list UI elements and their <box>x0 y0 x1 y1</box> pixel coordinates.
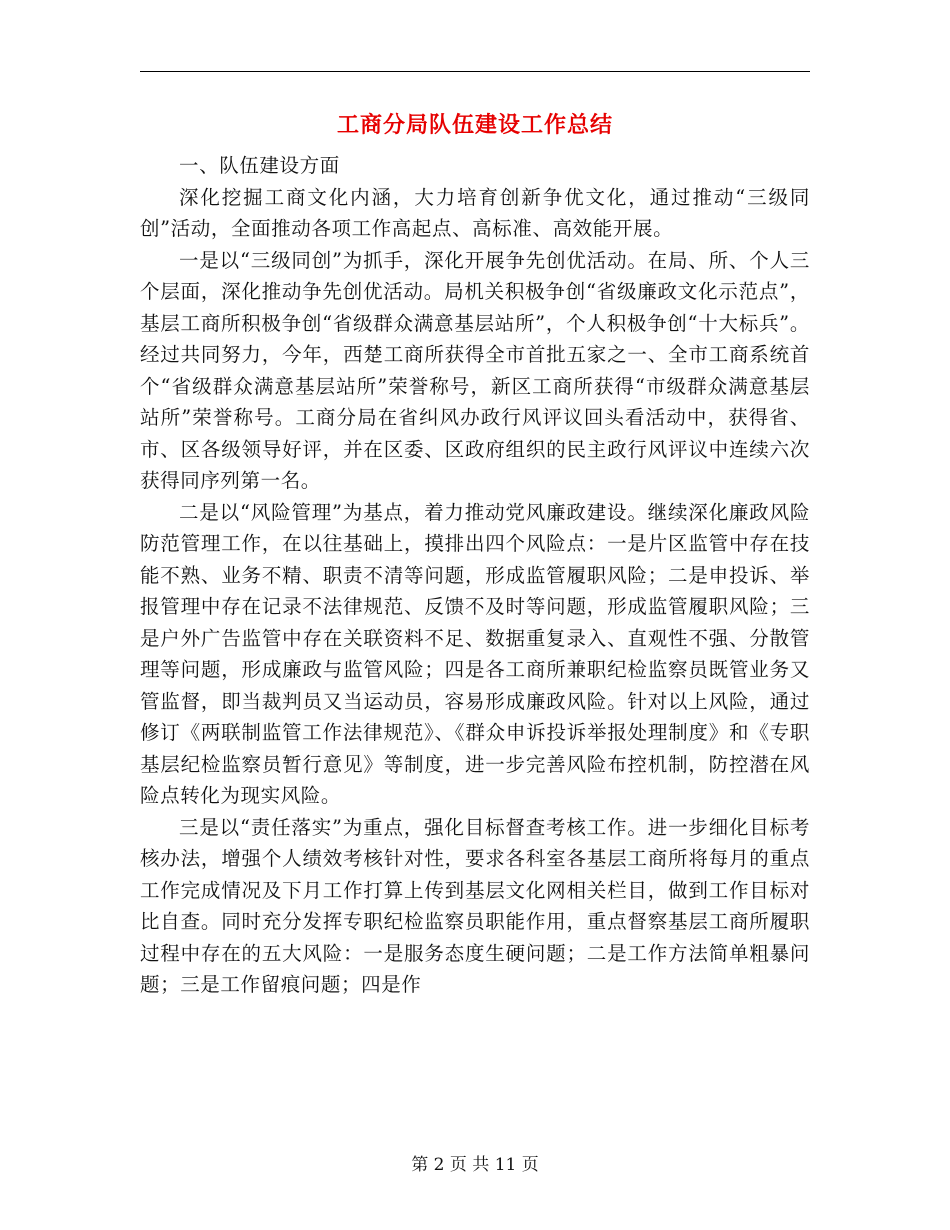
page-number: 第 2 页 共 11 页 <box>411 1155 539 1175</box>
section-heading: 一、队伍建设方面 <box>179 154 340 177</box>
paragraph-point-two: 二是以“风险管理”为基点，着力推动党风廉政建设。继续深化廉政风险防范管理工作，在以往基础上，摸排出四个风险点：一是片区监管中存在技能不熟、业务不精、职责不清等问题，形成监管履职风险；二是申投诉、举报管理中存在记录不法律规范、反馈不及时等问题，形成监管履职风险；三是户外广告监管中存在关联资料不足、数据重复录入、直观性不强、分散管理等问题，形成廉政与监管风险；四是各工商所兼职纪检监察员既管业务又管监督，即当裁判员又当运动员，容易形成廉政风险。针对以上风险，通过修订《两联制监管工作法律规范》、《群众申诉投诉举报处理制度》和《专职基层纪检监察员暂行意见》等制度，进一步完善风险布控机制，防控潜在风险点转化为现实风险。 <box>140 500 810 807</box>
header-rule <box>140 71 810 72</box>
paragraph-point-one: 一是以“三级同创”为抓手，深化开展争先创优活动。在局、所、个人三个层面，深化推动争先创优活动。局机关积极争创“省级廉政文化示范点”，基层工商所积极争创“省级群众满意基层站所”，个人积极争创“十大标兵”。经过共同努力，今年，西楚工商所获得全市首批五家之一、全市工商系统首个“省级群众满意基层站所”荣誉称号，新区工商所获得“市级群众满意基层站所”荣誉称号。工商分局在省纠风办政行风评议回头看活动中，获得省、市、区各级领导好评，并在区委、区政府组织的民主政行风评议中连续六次获得同序列第一名。 <box>140 248 810 492</box>
document-body <box>140 150 810 1001</box>
paragraph-point-three: 三是以“责任落实”为重点，强化目标督查考核工作。进一步细化目标考核办法，增强个人绩效考核针对性，要求各科室各基层工商所将每月的重点工作完成情况及下月工作打算上传到基层文化网相关栏目，做到工作目标对比自查。同时充分发挥专职纪检监察员职能作用，重点督察基层工商所履职过程中存在的五大风险：一是服务态度生硬问题；二是工作方法简单粗暴问题；三是工作留痕问题；四是作 <box>140 815 810 996</box>
document-title: 工商分局队伍建设工作总结 <box>336 113 613 138</box>
paragraph-intro: 深化挖掘工商文化内涵，大力培育创新争优文化，通过推动“三级同创”活动，全面推动各项工作高起点、高标准、高效能开展。 <box>140 185 810 240</box>
